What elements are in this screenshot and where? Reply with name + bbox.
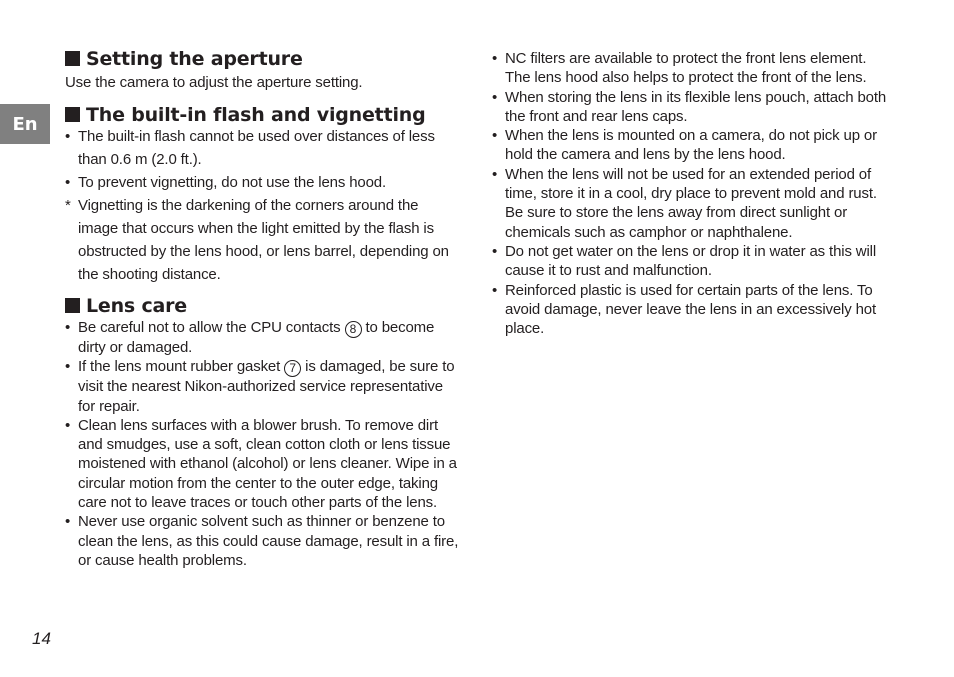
list-item — [492, 242, 892, 281]
list-item — [65, 416, 460, 512]
lens-care-list — [65, 318, 460, 570]
list-item-text: When storing the lens in its flexible lens pouch, attach both the front and rear lens caps. — [505, 88, 887, 125]
list-item-text-part: Be careful not to allow the CPU contacts — [78, 319, 345, 336]
list-item — [65, 194, 460, 286]
bullet-marker: • — [65, 128, 71, 145]
bullet-marker: • — [492, 242, 498, 260]
language-tab-label: En — [12, 113, 38, 135]
bullet-marker: • — [492, 165, 498, 183]
list-item — [492, 88, 892, 127]
gasket-ref-number: 7 — [284, 360, 301, 377]
bullet-marker: • — [492, 127, 498, 145]
bullet-marker: • — [65, 174, 71, 191]
list-item — [492, 49, 892, 88]
section-title: Lens care — [86, 295, 187, 317]
bullet-marker: • — [492, 281, 498, 299]
bullet-marker: • — [492, 88, 498, 106]
list-item-text: NC filters are available to protect the front lens element. The lens hood also helps to protect the front of the lens. — [505, 50, 867, 87]
list-item-text-part: to become dirty or damaged. — [78, 319, 435, 356]
bullet-marker: • — [65, 513, 71, 531]
list-item-text: When the lens will not be used for an extended period of time, store it in a cool, dry place to prevent mold and rust. Be sure to store the lens away from direct sunlight or chemicals such as camphor or naphthalene. — [505, 165, 877, 241]
list-item-text-part: is damaged, be sure to visit the nearest Nikon-authorized service representative for repair. — [78, 358, 455, 415]
square-bullet-icon — [65, 298, 80, 313]
bullet-marker: • — [492, 50, 498, 67]
section-heading-flash — [65, 104, 426, 126]
list-item-text: Reinforced plastic is used for certain parts of the lens. To avoid damage, never leave the lens in an excessively hot place. — [505, 281, 876, 338]
list-item-text: Do not get water on the lens or drop it in water as this will cause it to rust and malfunction. — [505, 242, 877, 280]
page-number: 14 — [32, 629, 51, 648]
list-item-text: When the lens is mounted on a camera, do not pick up or hold the camera and lens by the lens hood. — [505, 127, 877, 164]
list-item — [65, 357, 460, 416]
square-bullet-icon — [65, 107, 80, 122]
list-item-text: Clean lens surfaces with a blower brush. To remove dirt and smudges, use a soft, clean cotton cloth or lens tissue moistened with ethanol (alcohol) or lens cleaner. Wipe in a circular motion from the center to the outer edge, taking care not to leave traces or touch other parts of the lens. — [78, 416, 457, 512]
language-tab — [0, 104, 50, 144]
list-item — [65, 318, 460, 357]
asterisk-marker: * — [65, 197, 71, 214]
section-title: The built-in flash and vignetting — [86, 104, 426, 126]
bullet-marker: • — [65, 416, 71, 434]
square-bullet-icon — [65, 51, 80, 66]
list-item — [65, 171, 460, 194]
list-item-text-part: If the lens mount rubber gasket — [78, 358, 285, 376]
bullet-marker: • — [65, 319, 71, 336]
list-item — [492, 165, 892, 242]
list-item-text: The built-in flash cannot be used over distances of less than 0.6 m (2.0 ft.). — [78, 128, 435, 168]
list-item — [65, 512, 460, 570]
list-item — [492, 126, 892, 165]
list-item — [65, 125, 460, 171]
bullet-marker: • — [65, 358, 71, 376]
aperture-text: Use the camera to adjust the aperture setting. — [65, 74, 363, 91]
list-item-text: Never use organic solvent such as thinner or benzene to clean the lens, as this could cause damage, result in a fire, or cause health problems. — [78, 513, 459, 569]
cpu-contacts-ref-number: 8 — [345, 321, 362, 338]
section-title: Setting the aperture — [86, 48, 303, 70]
section-heading-aperture — [65, 48, 303, 70]
section-heading-lens-care — [65, 295, 187, 317]
list-item — [492, 281, 892, 339]
flash-list — [65, 125, 460, 286]
list-item-text: To prevent vignetting, do not use the lens hood. — [78, 174, 387, 191]
list-item-text: Vignetting is the darkening of the corners around the image that occurs when the light emitted by the flash is obstructed by the lens hood, or lens barrel, depending on the shooting distance. — [78, 197, 449, 283]
lens-care-continued-list — [492, 49, 892, 338]
